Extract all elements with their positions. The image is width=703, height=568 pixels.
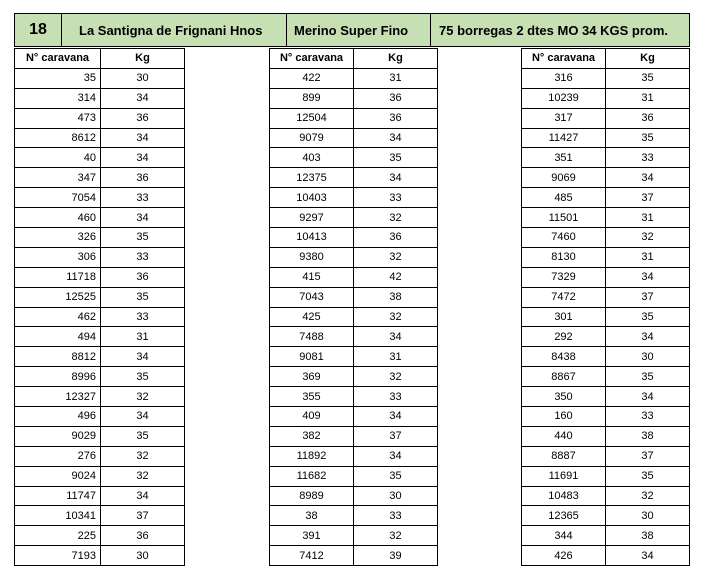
table-row: [522, 247, 690, 267]
caravana-cell: 7488: [270, 327, 354, 347]
weights-table-1: [14, 48, 185, 566]
lot-number: 18: [15, 14, 62, 46]
caravana-cell: 301: [522, 307, 606, 327]
kg-cell: 33: [606, 407, 690, 427]
kg-cell: 35: [101, 228, 185, 248]
kg-cell: 32: [101, 466, 185, 486]
kg-cell: 35: [101, 367, 185, 387]
kg-cell: 34: [101, 88, 185, 108]
weights-table-3: [521, 48, 690, 566]
caravana-cell: 11892: [270, 446, 354, 466]
caravana-cell: 9024: [15, 466, 101, 486]
caravana-cell: 317: [522, 108, 606, 128]
table-row: [15, 546, 185, 566]
kg-cell: 32: [354, 307, 438, 327]
kg-cell: 34: [606, 267, 690, 287]
kg-cell: 34: [606, 168, 690, 188]
kg-cell: 31: [354, 68, 438, 88]
kg-cell: 33: [354, 506, 438, 526]
table-row: [15, 407, 185, 427]
caravana-cell: 8130: [522, 247, 606, 267]
caravana-cell: 344: [522, 526, 606, 546]
table-row: [522, 426, 690, 446]
kg-cell: 33: [606, 148, 690, 168]
table-row: [15, 327, 185, 347]
kg-cell: 34: [606, 327, 690, 347]
kg-cell: 30: [606, 506, 690, 526]
table-row: [15, 148, 185, 168]
table-row: [270, 347, 438, 367]
kg-cell: 30: [101, 68, 185, 88]
caravana-cell: 306: [15, 247, 101, 267]
kg-cell: 34: [354, 327, 438, 347]
table-row: [270, 426, 438, 446]
kg-cell: 32: [354, 247, 438, 267]
table-row: [522, 367, 690, 387]
kg-cell: 38: [606, 526, 690, 546]
table-row: [15, 347, 185, 367]
column-header-kg: Kg: [354, 49, 438, 69]
caravana-cell: 9079: [270, 128, 354, 148]
kg-cell: 34: [101, 486, 185, 506]
table-row: [522, 546, 690, 566]
column-header-caravana: N° caravana: [15, 49, 101, 69]
table-row: [15, 188, 185, 208]
table-row: [522, 148, 690, 168]
caravana-cell: 369: [270, 367, 354, 387]
table-row: [522, 466, 690, 486]
caravana-cell: 10341: [15, 506, 101, 526]
table-row: [270, 108, 438, 128]
table-row: [15, 287, 185, 307]
kg-cell: 34: [354, 446, 438, 466]
table-row: [270, 88, 438, 108]
kg-cell: 34: [606, 546, 690, 566]
kg-cell: 36: [354, 88, 438, 108]
caravana-cell: 351: [522, 148, 606, 168]
kg-cell: 34: [101, 128, 185, 148]
kg-cell: 31: [354, 347, 438, 367]
kg-cell: 37: [606, 188, 690, 208]
caravana-cell: 425: [270, 307, 354, 327]
kg-cell: 31: [606, 247, 690, 267]
table-row: [15, 228, 185, 248]
caravana-cell: 10239: [522, 88, 606, 108]
caravana-cell: 12525: [15, 287, 101, 307]
table-row: [522, 387, 690, 407]
kg-cell: 38: [606, 426, 690, 446]
table-row: [15, 526, 185, 546]
caravana-cell: 409: [270, 407, 354, 427]
caravana-cell: 7329: [522, 267, 606, 287]
kg-cell: 34: [354, 168, 438, 188]
caravana-cell: 440: [522, 426, 606, 446]
table-row: [522, 347, 690, 367]
table-row: [522, 168, 690, 188]
kg-cell: 37: [606, 446, 690, 466]
caravana-cell: 7412: [270, 546, 354, 566]
caravana-cell: 899: [270, 88, 354, 108]
table-row: [270, 307, 438, 327]
table-row: [270, 68, 438, 88]
kg-cell: 34: [101, 407, 185, 427]
kg-cell: 38: [354, 287, 438, 307]
kg-cell: 36: [354, 108, 438, 128]
caravana-cell: 12375: [270, 168, 354, 188]
caravana-cell: 8989: [270, 486, 354, 506]
table-row: [522, 208, 690, 228]
caravana-cell: 7043: [270, 287, 354, 307]
kg-cell: 36: [101, 526, 185, 546]
kg-cell: 39: [354, 546, 438, 566]
kg-cell: 33: [101, 188, 185, 208]
caravana-cell: 460: [15, 208, 101, 228]
caravana-cell: 9297: [270, 208, 354, 228]
table-row: [15, 68, 185, 88]
caravana-cell: 496: [15, 407, 101, 427]
kg-cell: 32: [354, 526, 438, 546]
kg-cell: 34: [101, 347, 185, 367]
table-row: [522, 446, 690, 466]
kg-cell: 32: [354, 208, 438, 228]
table-row: [270, 247, 438, 267]
caravana-cell: 9029: [15, 426, 101, 446]
table-row: [15, 267, 185, 287]
caravana-cell: 7460: [522, 228, 606, 248]
caravana-cell: 355: [270, 387, 354, 407]
caravana-cell: 11427: [522, 128, 606, 148]
table-row: [270, 367, 438, 387]
table-row: [270, 327, 438, 347]
caravana-cell: 35: [15, 68, 101, 88]
caravana-cell: 494: [15, 327, 101, 347]
caravana-cell: 11691: [522, 466, 606, 486]
owner-name: La Santigna de Frignani Hnos: [62, 14, 287, 46]
table-row: [15, 486, 185, 506]
column-header-kg: Kg: [606, 49, 690, 69]
caravana-cell: 160: [522, 407, 606, 427]
caravana-cell: 10413: [270, 228, 354, 248]
kg-cell: 30: [101, 546, 185, 566]
caravana-cell: 8438: [522, 347, 606, 367]
kg-cell: 42: [354, 267, 438, 287]
kg-cell: 35: [606, 68, 690, 88]
kg-cell: 30: [354, 486, 438, 506]
caravana-cell: 292: [522, 327, 606, 347]
kg-cell: 36: [101, 108, 185, 128]
kg-cell: 34: [354, 407, 438, 427]
table-row: [15, 128, 185, 148]
caravana-cell: 8867: [522, 367, 606, 387]
caravana-cell: 40: [15, 148, 101, 168]
kg-cell: 32: [606, 228, 690, 248]
table-row: [270, 506, 438, 526]
caravana-cell: 10403: [270, 188, 354, 208]
caravana-cell: 426: [522, 546, 606, 566]
caravana-cell: 326: [15, 228, 101, 248]
table-row: [270, 407, 438, 427]
lot-description: 75 borregas 2 dtes MO 34 KGS prom.: [439, 22, 669, 38]
table-row: [270, 387, 438, 407]
lot-header: [14, 13, 690, 47]
kg-cell: 36: [606, 108, 690, 128]
table-row: [270, 486, 438, 506]
kg-cell: 35: [101, 287, 185, 307]
caravana-cell: 422: [270, 68, 354, 88]
kg-cell: 30: [606, 347, 690, 367]
kg-cell: 37: [101, 506, 185, 526]
table-row: [522, 267, 690, 287]
table-row: [522, 188, 690, 208]
caravana-cell: 12365: [522, 506, 606, 526]
kg-cell: 35: [606, 128, 690, 148]
table-row: [270, 526, 438, 546]
caravana-cell: 12327: [15, 387, 101, 407]
kg-cell: 34: [101, 208, 185, 228]
caravana-cell: 462: [15, 307, 101, 327]
caravana-cell: 8996: [15, 367, 101, 387]
table-row: [522, 128, 690, 148]
kg-cell: 35: [354, 148, 438, 168]
kg-cell: 36: [354, 228, 438, 248]
table-row: [522, 486, 690, 506]
table-row: [522, 108, 690, 128]
kg-cell: 35: [606, 466, 690, 486]
table-row: [15, 168, 185, 188]
table-row: [522, 526, 690, 546]
kg-cell: 31: [606, 208, 690, 228]
caravana-cell: 12504: [270, 108, 354, 128]
table-row: [522, 506, 690, 526]
kg-cell: 32: [101, 387, 185, 407]
kg-cell: 34: [354, 128, 438, 148]
table-row: [15, 506, 185, 526]
table-row: [270, 128, 438, 148]
table-row: [270, 208, 438, 228]
column-header-caravana: N° caravana: [522, 49, 606, 69]
caravana-cell: 7193: [15, 546, 101, 566]
caravana-cell: 415: [270, 267, 354, 287]
table-row: [522, 307, 690, 327]
table-row: [522, 228, 690, 248]
kg-cell: 32: [101, 446, 185, 466]
table-row: [522, 68, 690, 88]
caravana-cell: 391: [270, 526, 354, 546]
caravana-cell: 9069: [522, 168, 606, 188]
kg-cell: 35: [101, 426, 185, 446]
breed-name: Merino Super Fino: [287, 14, 431, 46]
kg-cell: 34: [606, 387, 690, 407]
table-row: [270, 188, 438, 208]
caravana-cell: 316: [522, 68, 606, 88]
kg-cell: 37: [606, 287, 690, 307]
kg-cell: 33: [101, 247, 185, 267]
table-row: [522, 88, 690, 108]
caravana-cell: 11718: [15, 267, 101, 287]
caravana-cell: 485: [522, 188, 606, 208]
table-row: [270, 287, 438, 307]
kg-cell: 33: [354, 188, 438, 208]
caravana-cell: 7054: [15, 188, 101, 208]
weights-table-2: [269, 48, 438, 566]
table-row: [15, 466, 185, 486]
caravana-cell: 276: [15, 446, 101, 466]
table-row: [15, 108, 185, 128]
column-header-caravana: N° caravana: [270, 49, 354, 69]
table-row: [270, 546, 438, 566]
kg-cell: 33: [101, 307, 185, 327]
table-row: [15, 307, 185, 327]
kg-cell: 35: [606, 367, 690, 387]
table-row: [15, 247, 185, 267]
caravana-cell: 382: [270, 426, 354, 446]
caravana-cell: 8812: [15, 347, 101, 367]
caravana-cell: 225: [15, 526, 101, 546]
table-row: [270, 228, 438, 248]
kg-cell: 32: [354, 367, 438, 387]
table-row: [15, 88, 185, 108]
kg-cell: 34: [101, 148, 185, 168]
kg-cell: 36: [101, 267, 185, 287]
kg-cell: 31: [101, 327, 185, 347]
kg-cell: 37: [354, 426, 438, 446]
table-row: [15, 367, 185, 387]
caravana-cell: 403: [270, 148, 354, 168]
caravana-cell: 314: [15, 88, 101, 108]
caravana-cell: 9380: [270, 247, 354, 267]
table-row: [270, 267, 438, 287]
table-row: [270, 148, 438, 168]
table-row: [270, 446, 438, 466]
column-header-kg: Kg: [101, 49, 185, 69]
table-row: [522, 287, 690, 307]
caravana-cell: 38: [270, 506, 354, 526]
table-row: [270, 168, 438, 188]
caravana-cell: 11682: [270, 466, 354, 486]
table-row: [522, 327, 690, 347]
caravana-cell: 8612: [15, 128, 101, 148]
caravana-cell: 350: [522, 387, 606, 407]
kg-cell: 35: [606, 307, 690, 327]
caravana-cell: 8887: [522, 446, 606, 466]
table-row: [15, 446, 185, 466]
kg-cell: 35: [354, 466, 438, 486]
caravana-cell: 473: [15, 108, 101, 128]
kg-cell: 32: [606, 486, 690, 506]
table-row: [270, 466, 438, 486]
table-row: [15, 426, 185, 446]
caravana-cell: 7472: [522, 287, 606, 307]
kg-cell: 36: [101, 168, 185, 188]
caravana-cell: 11501: [522, 208, 606, 228]
kg-cell: 31: [606, 88, 690, 108]
caravana-cell: 347: [15, 168, 101, 188]
kg-cell: 33: [354, 387, 438, 407]
caravana-cell: 9081: [270, 347, 354, 367]
caravana-cell: 10483: [522, 486, 606, 506]
table-row: [15, 387, 185, 407]
table-row: [15, 208, 185, 228]
caravana-cell: 11747: [15, 486, 101, 506]
table-row: [522, 407, 690, 427]
